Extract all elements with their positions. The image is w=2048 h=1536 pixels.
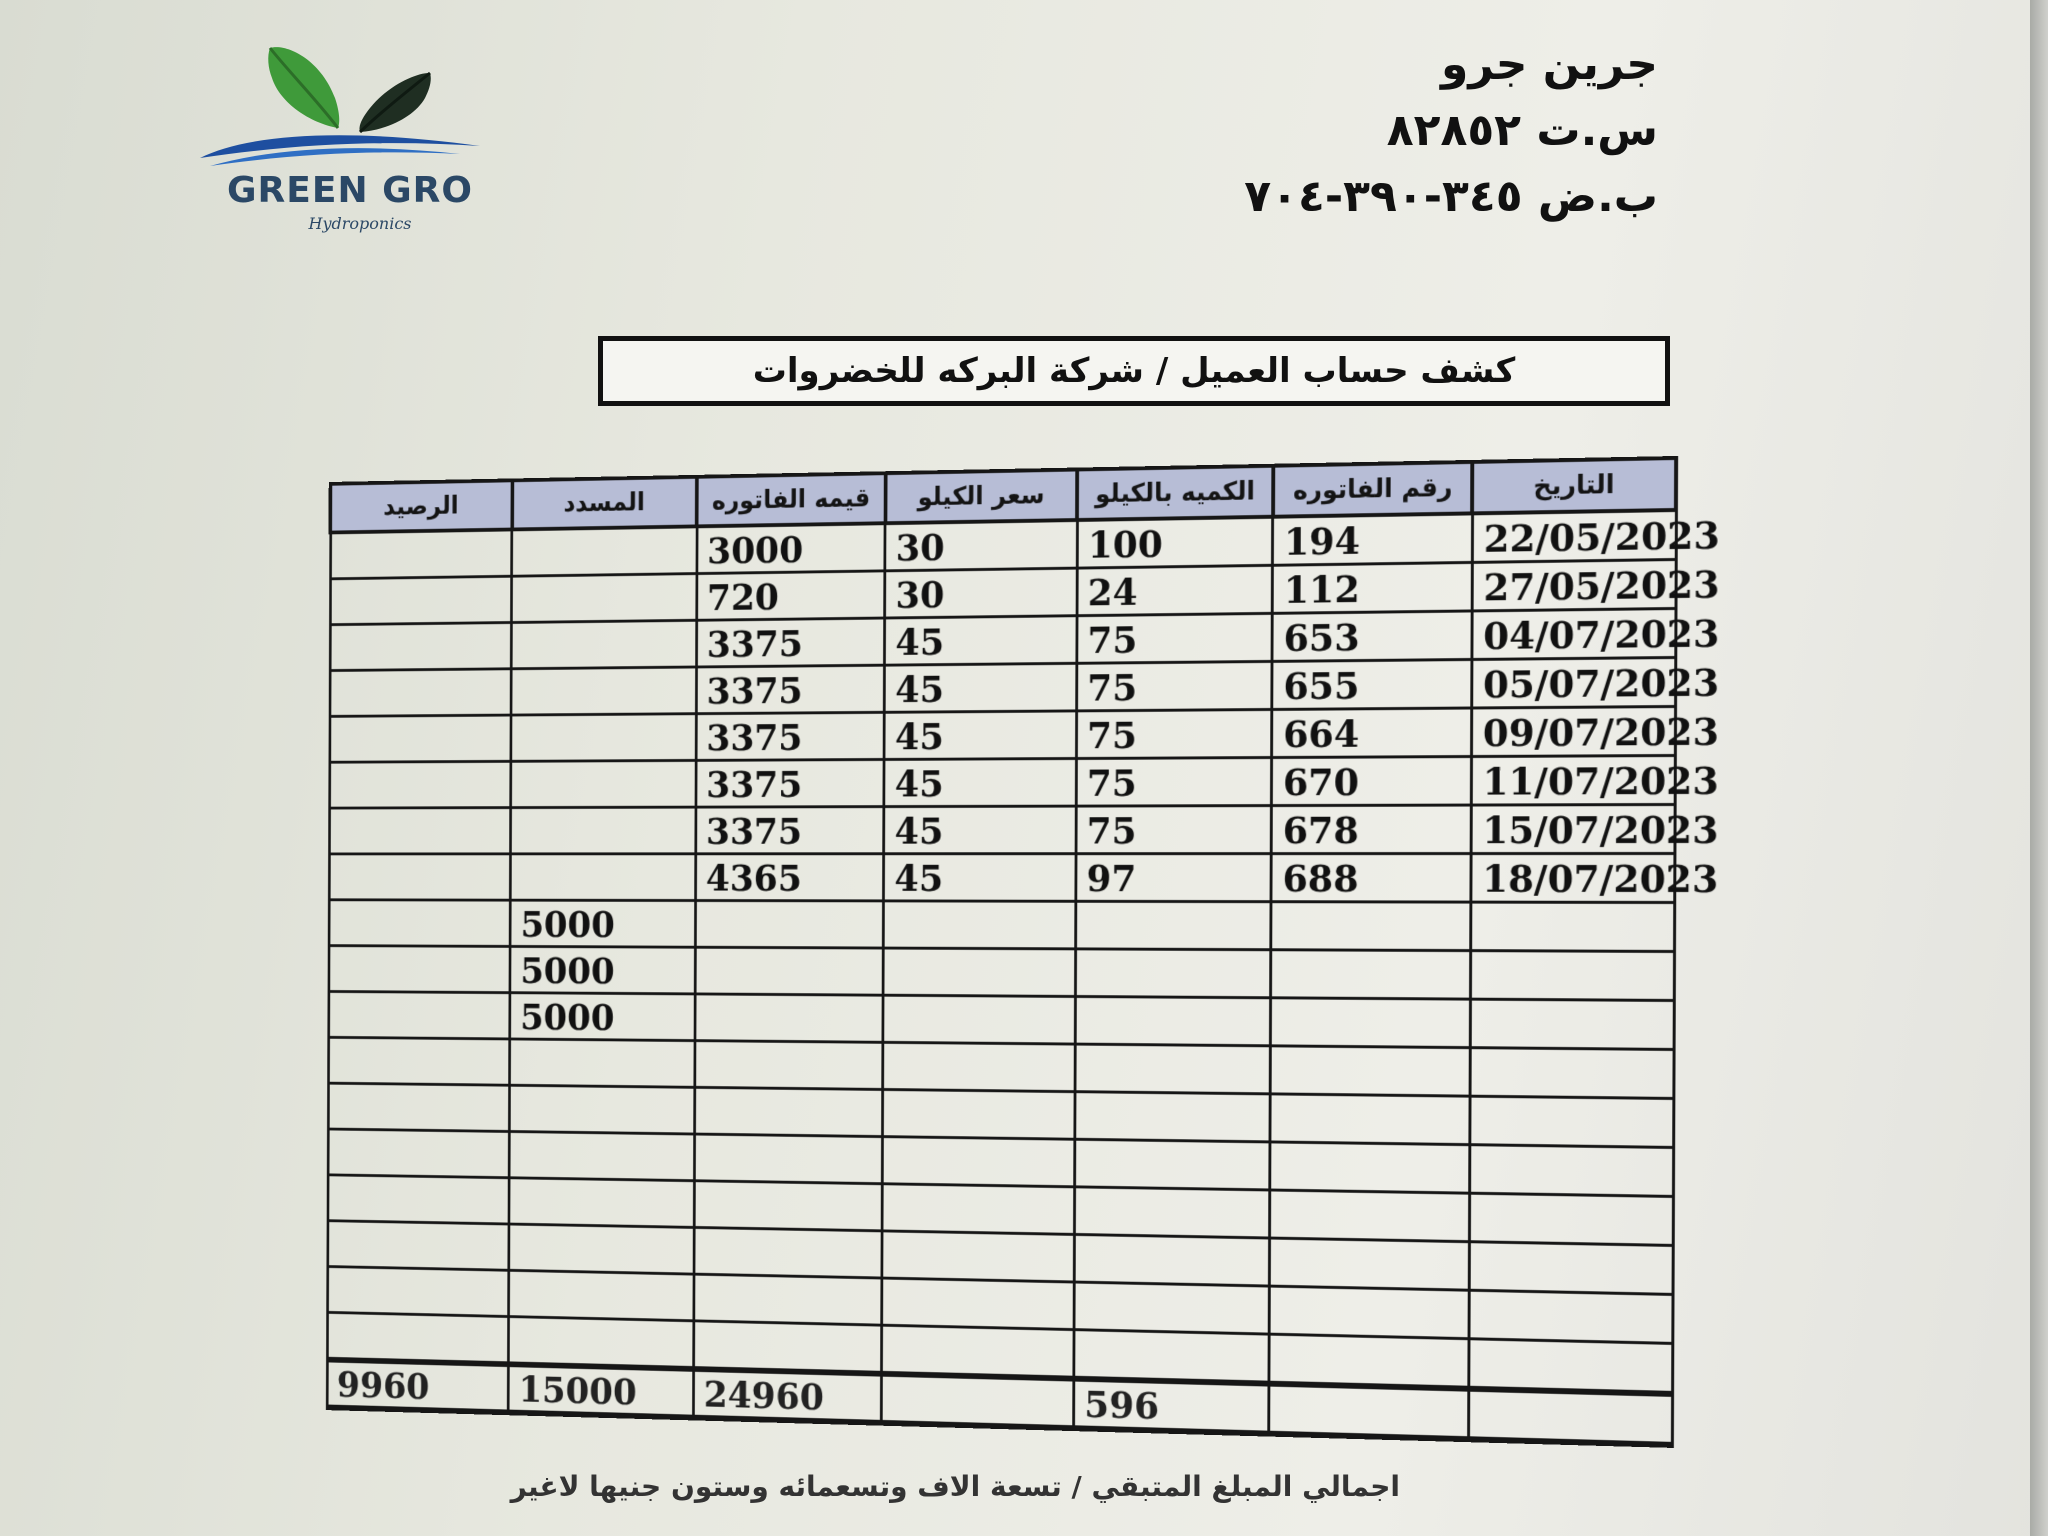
cell-price <box>883 995 1075 1044</box>
cell-qty: 75 <box>1077 613 1273 663</box>
cell-price: 45 <box>884 711 1076 760</box>
cell-invoice-value <box>694 1227 883 1278</box>
total-date <box>1469 1389 1673 1445</box>
cell-qty <box>1074 1282 1270 1334</box>
cell-paid <box>511 807 696 854</box>
cell-price: 30 <box>885 568 1077 618</box>
cell-invoice-value: 720 <box>696 571 885 620</box>
cell-balance <box>328 1083 510 1131</box>
cell-date <box>1471 902 1675 951</box>
cell-invoice-value <box>694 1274 883 1325</box>
footer-total-in-words: اجمالي المبلغ المتبقي / تسعة الاف وتسعمائه وستون جنيها لاغير <box>510 1470 1400 1503</box>
col-balance-header: الرصيد <box>330 480 512 532</box>
cell-qty: 97 <box>1076 854 1272 902</box>
col-date-header: التاريخ <box>1472 458 1676 513</box>
cell-qty <box>1075 1092 1271 1142</box>
cell-invoice-value <box>694 1181 883 1231</box>
cell-balance <box>327 1312 509 1364</box>
cell-balance <box>328 1129 510 1178</box>
cell-balance <box>330 529 512 578</box>
statement-title: كشف حساب العميل / شركة البركه للخضروات <box>598 336 1670 406</box>
statement-body <box>327 510 1720 1445</box>
tax-card: ب.ض ٣٤٥-٣٩٠-٧٠٤ <box>1244 171 1658 222</box>
cell-invoice-no: 664 <box>1272 708 1472 758</box>
cell-balance <box>328 1175 510 1224</box>
cell-qty: 75 <box>1076 806 1272 854</box>
cell-qty <box>1074 1139 1270 1190</box>
total-balance: 9960 <box>327 1360 509 1413</box>
cell-price: 45 <box>884 806 1076 854</box>
cell-paid <box>508 1317 693 1369</box>
cell-balance <box>329 715 511 762</box>
cell-invoice-no: 112 <box>1273 562 1473 613</box>
cell-date: 05/07/2023 <box>1472 658 1676 708</box>
cell-date <box>1469 1242 1673 1295</box>
cell-qty <box>1075 949 1271 998</box>
commercial-register: س.ت ٨٢٨٥٢ <box>1386 105 1658 156</box>
cell-balance <box>330 622 512 670</box>
cell-price: 45 <box>885 616 1077 665</box>
cell-date: 18/07/2023 <box>1471 853 1675 902</box>
cell-qty <box>1074 1234 1270 1286</box>
cell-invoice-no <box>1270 1190 1470 1242</box>
cell-invoice-value <box>694 1087 883 1136</box>
cell-date <box>1470 1048 1674 1099</box>
cell-date: 27/05/2023 <box>1472 560 1676 611</box>
cell-date <box>1469 1290 1673 1343</box>
cell-qty <box>1074 1187 1270 1238</box>
total-paid: 15000 <box>508 1364 693 1417</box>
page-edge <box>2030 0 2048 1536</box>
cell-balance <box>328 1037 510 1085</box>
cell-paid: 5000 <box>510 900 695 947</box>
col-paid-header: المسدد <box>512 477 697 530</box>
cell-paid <box>509 1178 694 1228</box>
total-price <box>882 1374 1074 1428</box>
cell-price: 45 <box>884 854 1076 902</box>
cell-balance <box>327 1221 509 1271</box>
cell-invoice-value <box>695 994 884 1042</box>
table-row <box>329 805 1675 854</box>
cell-balance <box>330 576 512 624</box>
table-row <box>329 707 1675 763</box>
cell-price: 45 <box>884 758 1076 806</box>
cell-qty <box>1075 901 1271 949</box>
cell-paid <box>511 667 696 715</box>
cell-paid <box>509 1131 694 1180</box>
cell-date <box>1470 951 1674 1001</box>
cell-date <box>1469 1339 1673 1394</box>
table-row <box>329 756 1675 809</box>
cell-paid <box>511 760 696 807</box>
cell-price: 45 <box>884 663 1076 712</box>
cell-balance <box>328 946 510 993</box>
cell-date: 04/07/2023 <box>1472 609 1676 660</box>
leaf-logo-icon <box>190 28 510 178</box>
cell-invoice-no <box>1271 950 1471 999</box>
cell-invoice-value <box>695 1041 884 1090</box>
cell-invoice-value: 3000 <box>697 523 886 573</box>
cell-price <box>883 1089 1075 1139</box>
cell-paid: 5000 <box>510 993 695 1041</box>
cell-invoice-value: 4365 <box>695 854 884 901</box>
cell-date: 09/07/2023 <box>1471 707 1675 757</box>
cell-price <box>882 1231 1074 1282</box>
cell-paid <box>510 1039 695 1087</box>
cell-price <box>883 1042 1075 1091</box>
table-row <box>329 900 1675 952</box>
cell-date <box>1470 1096 1674 1147</box>
table-row <box>329 853 1675 902</box>
cell-price: 30 <box>885 520 1077 571</box>
cell-qty <box>1075 996 1271 1045</box>
total-qty: 596 <box>1073 1379 1269 1434</box>
cell-paid: 5000 <box>510 946 695 994</box>
company-info <box>1244 32 1658 230</box>
cell-qty: 75 <box>1076 661 1272 710</box>
cell-invoice-no: 653 <box>1272 611 1472 661</box>
cell-qty: 75 <box>1076 709 1272 758</box>
cell-balance <box>329 854 511 900</box>
cell-invoice-no <box>1270 1094 1470 1145</box>
cell-invoice-no: 655 <box>1272 659 1472 709</box>
cell-date <box>1470 1145 1674 1197</box>
cell-paid <box>512 526 697 576</box>
cell-date: 22/05/2023 <box>1472 510 1676 562</box>
cell-invoice-no <box>1270 1142 1470 1193</box>
cell-paid <box>509 1224 694 1274</box>
cell-invoice-no <box>1270 1286 1470 1339</box>
cell-balance <box>327 1267 509 1317</box>
cell-balance <box>329 761 511 808</box>
company-logo <box>190 28 510 248</box>
cell-invoice-value <box>693 1321 882 1374</box>
cell-invoice-no <box>1271 1046 1471 1096</box>
cell-price <box>883 948 1075 996</box>
cell-paid <box>511 620 696 668</box>
cell-price <box>882 1184 1074 1235</box>
cell-qty: 75 <box>1076 758 1272 807</box>
cell-date: 15/07/2023 <box>1471 805 1675 854</box>
col-invoice-no-header: رقم الفاتوره <box>1273 462 1473 517</box>
logo-subtitle: Hydroponics <box>308 214 412 233</box>
cell-invoice-no <box>1271 998 1471 1048</box>
cell-date <box>1470 999 1674 1049</box>
cell-invoice-value <box>695 901 884 949</box>
cell-balance <box>328 991 510 1038</box>
cell-qty: 24 <box>1077 565 1273 615</box>
cell-qty: 100 <box>1077 517 1273 568</box>
cell-paid <box>512 574 697 623</box>
cell-price <box>883 901 1075 949</box>
cell-invoice-value: 3375 <box>696 759 885 807</box>
col-price-header: سعر الكيلو <box>885 469 1077 523</box>
total-invoice-no <box>1269 1384 1469 1440</box>
cell-invoice-no: 194 <box>1273 513 1473 565</box>
cell-invoice-no <box>1270 1238 1470 1290</box>
cell-invoice-value: 3375 <box>696 618 885 667</box>
company-name: جرين جرو <box>1441 39 1658 90</box>
cell-paid <box>511 714 696 762</box>
cell-balance <box>329 900 511 947</box>
total-invoice-value: 24960 <box>693 1369 882 1423</box>
cell-invoice-value <box>695 947 884 995</box>
cell-date: 11/07/2023 <box>1471 756 1675 806</box>
cell-price <box>883 1137 1075 1187</box>
col-invoice-value-header: قيمه الفاتوره <box>697 473 886 526</box>
col-qty-header: الكميه بالكيلو <box>1077 466 1273 520</box>
cell-invoice-no: 670 <box>1272 757 1472 806</box>
cell-invoice-value: 3375 <box>695 807 884 854</box>
cell-paid <box>509 1085 694 1134</box>
cell-paid <box>510 854 695 901</box>
cell-invoice-value: 3375 <box>696 712 885 760</box>
cell-invoice-no <box>1271 902 1471 951</box>
cell-paid <box>509 1270 694 1321</box>
cell-balance <box>330 669 512 717</box>
account-statement-table <box>325 456 1720 1448</box>
cell-qty <box>1075 1044 1271 1094</box>
cell-invoice-no <box>1269 1334 1469 1389</box>
cell-qty <box>1074 1330 1270 1384</box>
cell-date <box>1469 1193 1673 1245</box>
cell-balance <box>329 808 511 854</box>
cell-invoice-no: 688 <box>1271 854 1471 903</box>
cell-invoice-value <box>694 1134 883 1184</box>
cell-invoice-no: 678 <box>1272 805 1472 854</box>
cell-price <box>882 1278 1074 1330</box>
logo-wordmark: GREEN GRO <box>227 170 473 211</box>
cell-price <box>882 1325 1074 1378</box>
cell-invoice-value: 3375 <box>696 665 885 714</box>
